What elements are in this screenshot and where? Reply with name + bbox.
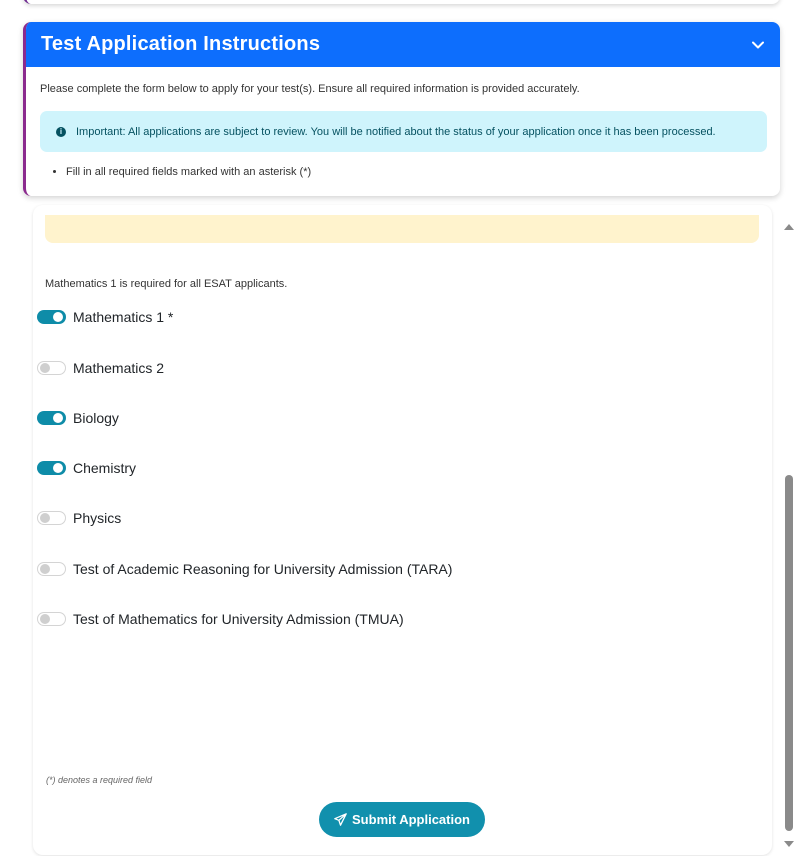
toggle-label: Chemistry (73, 460, 137, 476)
toggle-row-tmua[interactable] (37, 609, 404, 629)
submit-application-button[interactable] (319, 802, 485, 837)
tmua-switch[interactable] (37, 612, 66, 626)
info-icon: i (56, 127, 66, 137)
instructions-title: Test Application Instructions (41, 33, 321, 55)
list-item: • Fill in all required fields marked with an asterisk (*) (66, 166, 767, 178)
submit-label: Submit Application (352, 812, 470, 827)
toggle-row-mathematics-2[interactable] (37, 358, 164, 378)
scroll-down-icon[interactable] (784, 841, 794, 847)
toggle-label: Mathematics 1 * (73, 309, 174, 325)
toggle-label: Physics (73, 510, 122, 526)
mathematics-2-switch[interactable] (37, 361, 66, 375)
toggle-label: Mathematics 2 (73, 360, 165, 376)
toggle-row-tara[interactable] (37, 559, 452, 579)
alert-text: Important: All applications are subject to review. You will be notified about the status of your application once it has been processed. (76, 125, 716, 138)
test-selection-form (33, 205, 772, 855)
tara-switch[interactable] (37, 562, 66, 576)
instructions-header[interactable] (26, 22, 780, 67)
toggle-label: Test of Mathematics for University Admission (TMUA) (73, 611, 404, 627)
toggle-row-biology[interactable] (37, 408, 119, 428)
mathematics-1-switch[interactable] (37, 310, 66, 324)
toggle-label: Biology (73, 410, 119, 426)
scroll-thumb[interactable] (785, 475, 793, 831)
chevron-down-icon[interactable] (750, 37, 766, 53)
required-field-note: (*) denotes a required field (46, 775, 153, 785)
instructions-intro: Please complete the form below to apply for your test(s). Ensure all required information is provided accurately. (40, 83, 580, 95)
physics-switch[interactable] (37, 511, 66, 525)
warning-alert (45, 215, 759, 243)
instructions-card (23, 22, 780, 196)
toggle-row-mathematics-1[interactable] (37, 307, 173, 327)
paper-plane-icon (334, 813, 347, 826)
important-alert (40, 111, 767, 152)
scroll-up-icon[interactable] (784, 224, 794, 230)
scrollbar[interactable] (781, 219, 796, 856)
toggle-row-physics[interactable] (37, 508, 121, 528)
esat-note: Mathematics 1 is required for all ESAT applicants. (45, 278, 288, 290)
previous-card-edge (23, 0, 780, 4)
toggle-label: Test of Academic Reasoning for University Admission (TARA) (73, 561, 453, 577)
biology-switch[interactable] (37, 411, 66, 425)
toggle-row-chemistry[interactable] (37, 458, 136, 478)
chemistry-switch[interactable] (37, 461, 66, 475)
instructions-list (40, 166, 767, 178)
